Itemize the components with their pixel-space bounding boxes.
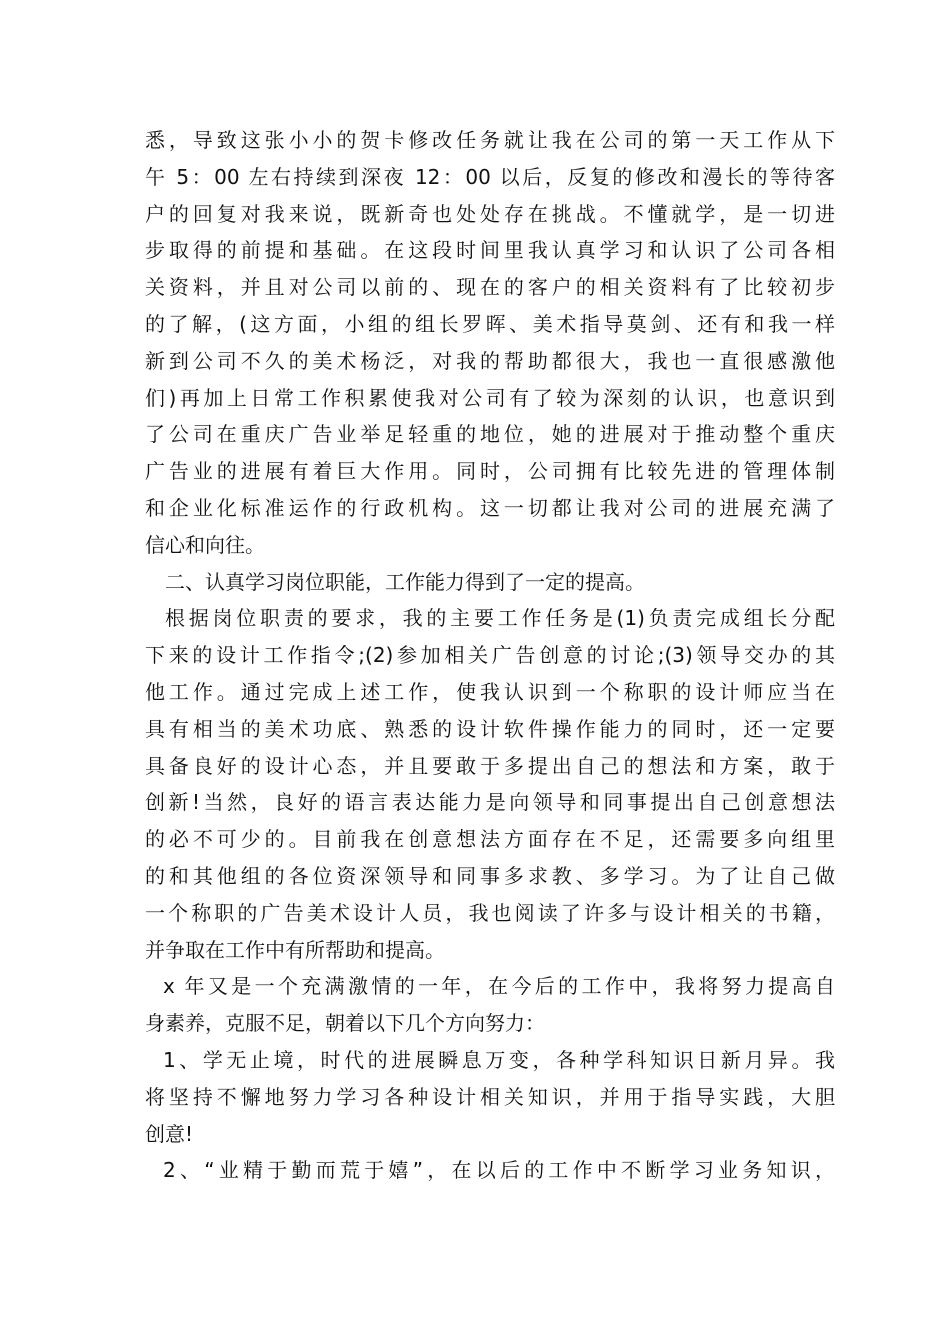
text-line: 广告业的进展有着巨大作用。同时，公司拥有比较先进的管理体制 xyxy=(145,459,835,484)
text-line: 步取得的前提和基础。在这段时间里我认真学习和认识了公司各相 xyxy=(145,238,835,263)
text-line: 具备良好的设计心态，并且要敢于多提出自己的想法和方案，敢于 xyxy=(145,753,835,778)
text-line: 下来的设计工作指令;(2)参加相关广告创意的讨论;(3)领导交办的其 xyxy=(145,643,835,668)
text-line: x 年又是一个充满激情的一年，在今后的工作中，我将努力提高自 xyxy=(163,974,835,999)
text-line: 们)再加上日常工作积累使我对公司有了较为深刻的认识，也意识到 xyxy=(145,385,835,410)
text-line: 新到公司不久的美术杨泛，对我的帮助都很大，我也一直很感激他 xyxy=(145,348,835,373)
section-heading: 二、认真学习岗位职能，工作能力得到了一定的提高。 xyxy=(165,569,645,594)
text-line: 悉，导致这张小小的贺卡修改任务就让我在公司的第一天工作从下 xyxy=(145,128,835,152)
text-line: 户的回复对我来说，既新奇也处处存在挑战。不懂就学，是一切进 xyxy=(145,201,835,226)
text-line: 将坚持不懈地努力学习各种设计相关知识，并用于指导实践，大胆 xyxy=(145,1084,835,1109)
text-line: 的了解，(这方面，小组的组长罗晖、美术指导莫剑、还有和我一样 xyxy=(145,311,835,336)
text-line: 具有相当的美术功底、熟悉的设计软件操作能力的同时，还一定要 xyxy=(145,716,835,741)
text-line: 身素养，克服不足，朝着以下几个方向努力： xyxy=(145,1011,545,1036)
text-line: 创意! xyxy=(145,1121,194,1146)
text-line: 并争取在工作中有所帮助和提高。 xyxy=(145,937,445,962)
document-body xyxy=(145,122,835,1189)
text-line: 一个称职的广告美术设计人员，我也阅读了许多与设计相关的书籍， xyxy=(145,900,835,925)
text-line: 的和其他组的各位资深领导和同事多求教、多学习。为了让自己做 xyxy=(145,863,835,888)
list-item: 1、学无止境，时代的进展瞬息万变，各种学科知识日新月异。我 xyxy=(163,1047,835,1072)
text-line: 午 5：00 左右持续到深夜 12：00 以后，反复的修改和漫长的等待客 xyxy=(145,164,835,189)
text-line: 和企业化标准运作的行政机构。这一切都让我对公司的进展充满了 xyxy=(145,495,835,520)
list-item: 2、“业精于勤而荒于嬉”，在以后的工作中不断学习业务知识， xyxy=(163,1158,835,1183)
text-line: 了公司在重庆广告业举足轻重的地位，她的进展对于推动整个重庆 xyxy=(145,422,835,447)
text-line: 的必不可少的。目前我在创意想法方面存在不足，还需要多向组里 xyxy=(145,827,835,852)
text-line: 创新!当然，良好的语言表达能力是向领导和同事提出自己创意想法 xyxy=(145,790,835,815)
text-line: 关资料，并且对公司以前的、现在的客户的相关资料有了比较初步 xyxy=(145,275,835,300)
text-line: 他工作。通过完成上述工作，使我认识到一个称职的设计师应当在 xyxy=(145,679,835,704)
text-line: 根据岗位职责的要求，我的主要工作任务是(1)负责完成组长分配 xyxy=(165,606,835,631)
text-line: 信心和向往。 xyxy=(145,532,265,557)
